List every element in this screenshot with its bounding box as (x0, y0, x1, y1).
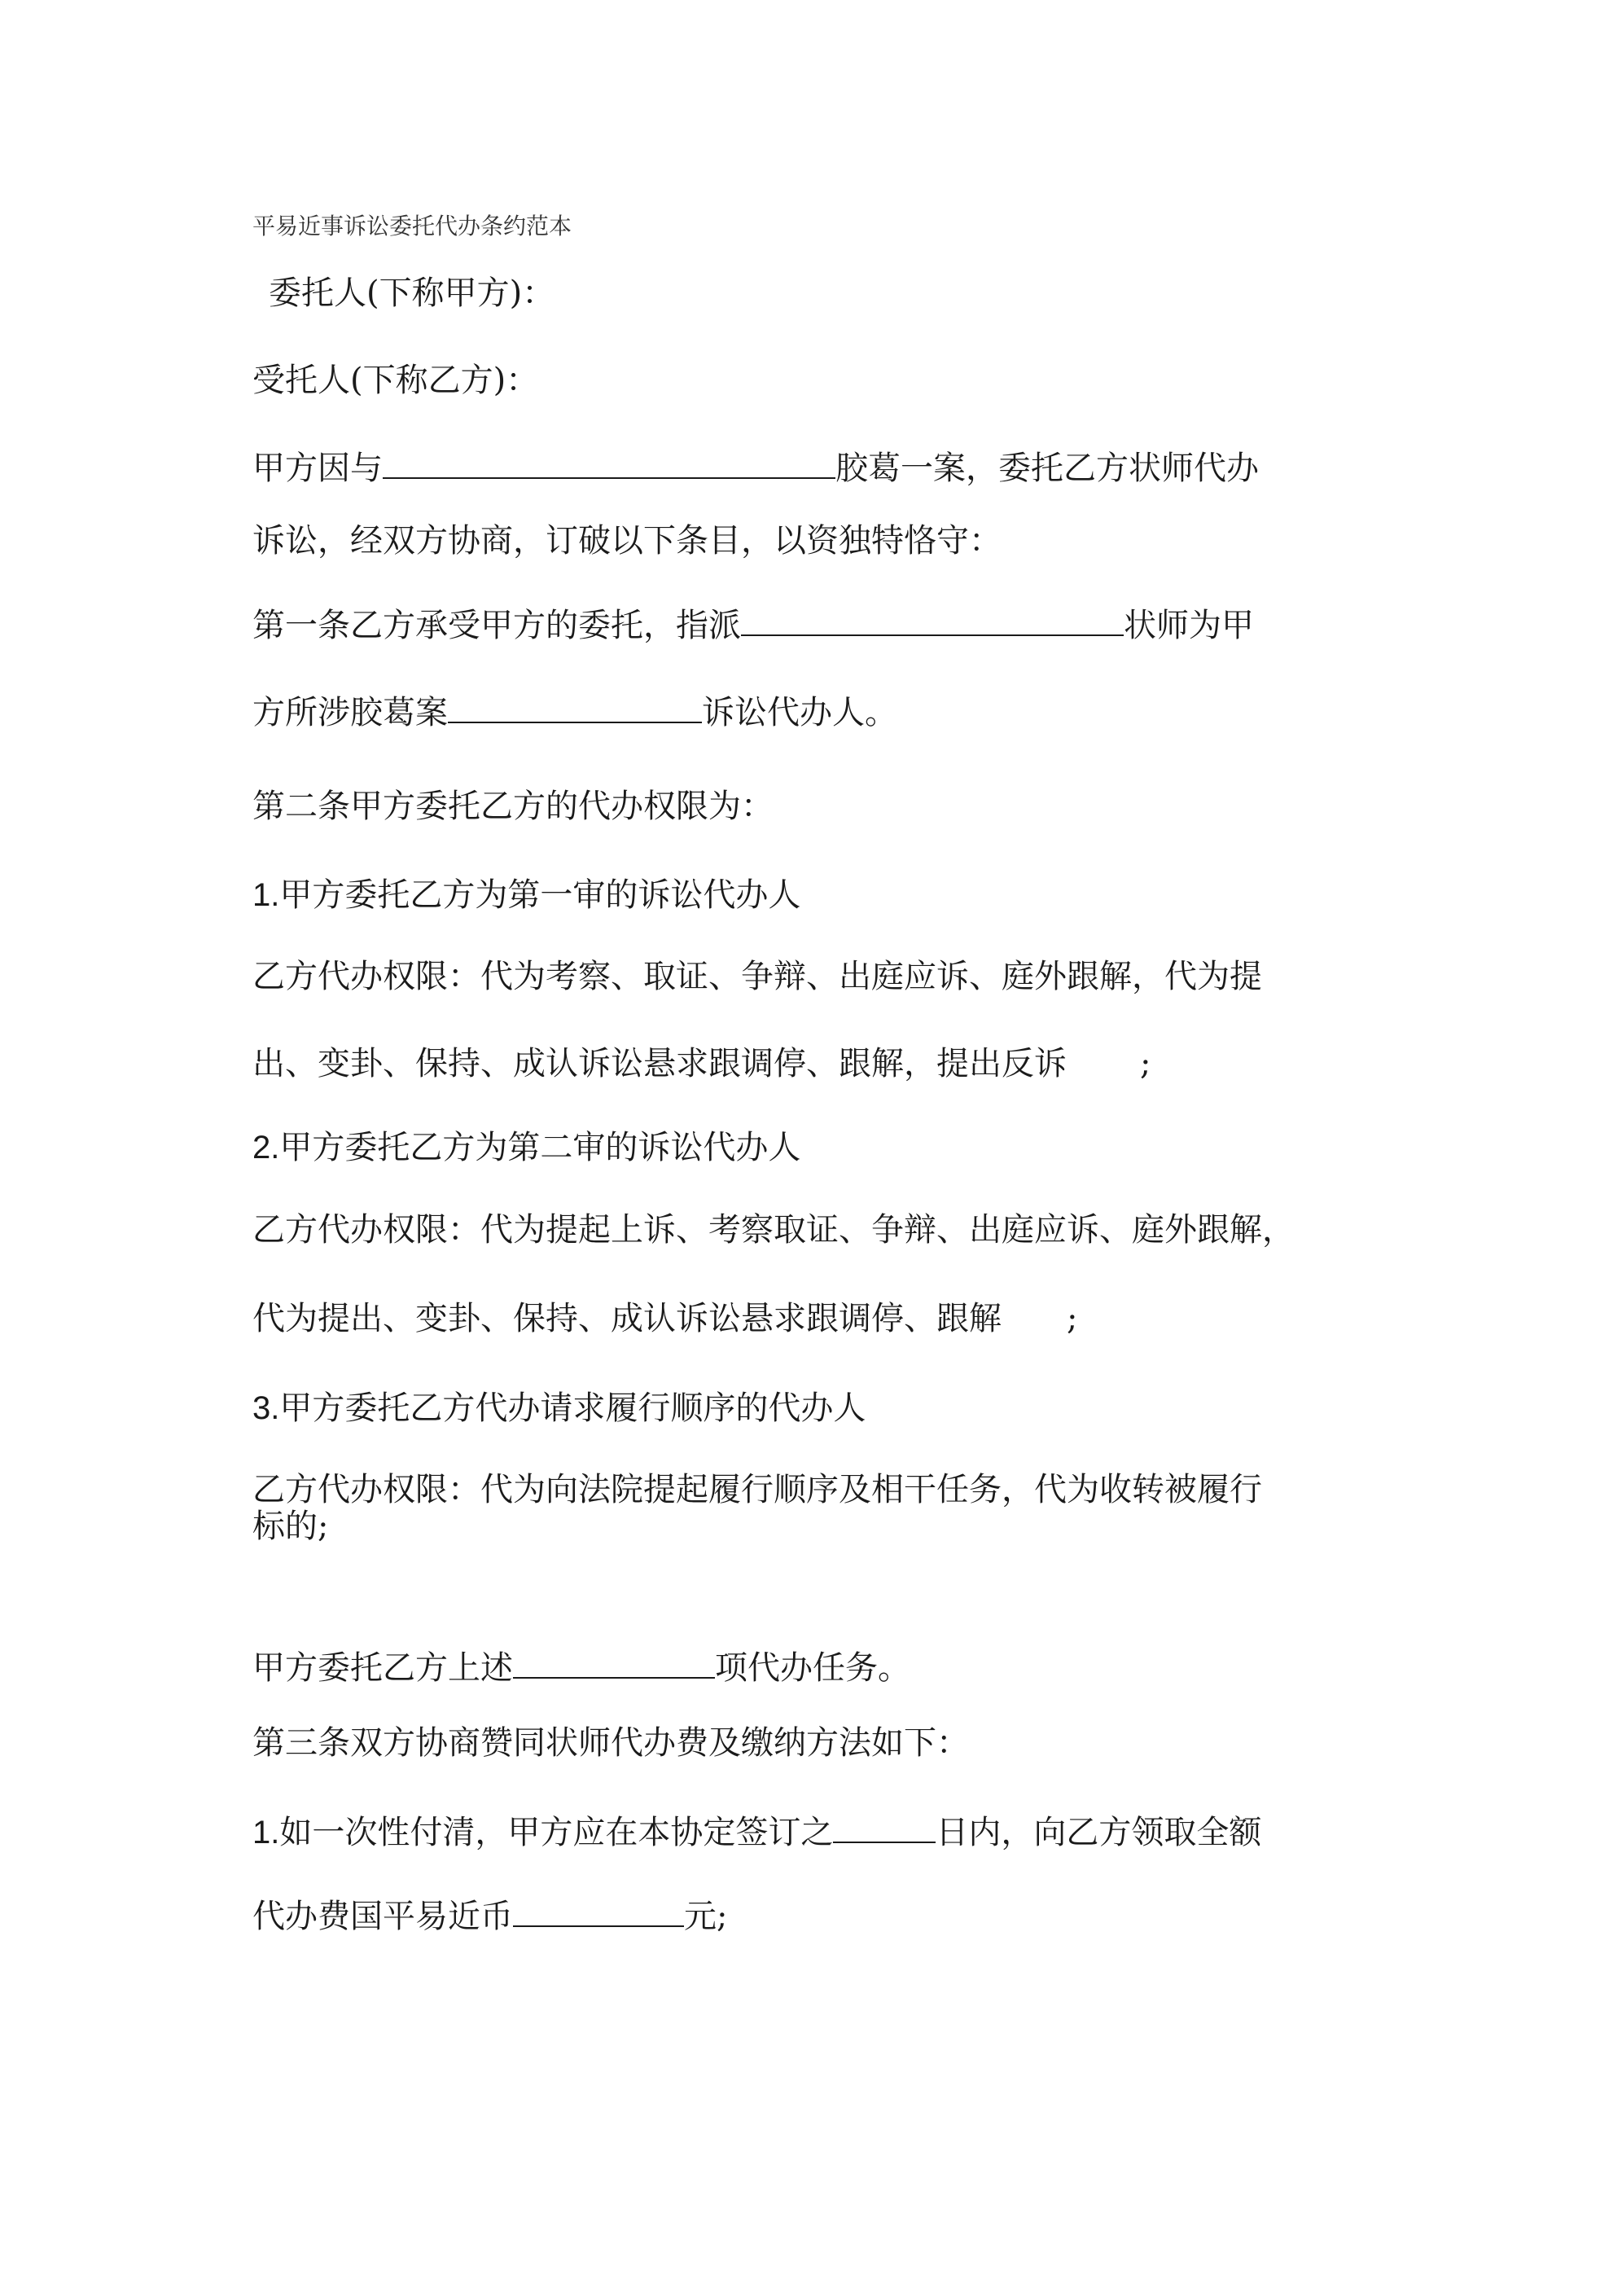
item-1-scope-line-1 (252, 957, 1262, 996)
article-1-text-2-start: 方所涉胶葛案 (252, 694, 448, 731)
fee-text-start: 如一次性付清，甲方应在本协定签订之 (279, 1814, 834, 1851)
lawyer-name-blank[interactable] (741, 605, 1124, 636)
case-text-start: 甲方因与 (252, 450, 383, 487)
article-1-text-end: 状师为甲 (1124, 607, 1254, 644)
article-3-heading (252, 1723, 969, 1763)
article-2-text: 第二条甲方委托乙方的代办权限为： (252, 788, 774, 825)
agent-line (252, 361, 538, 400)
opponent-blank[interactable] (383, 448, 835, 479)
article-1-text-start: 第一条乙方承受甲方的委托，指派 (252, 607, 741, 644)
item-3-heading (252, 1389, 866, 1428)
item-3-scope-line-2 (252, 1507, 328, 1546)
fee-amount-blank[interactable] (513, 1896, 684, 1927)
days-blank[interactable] (833, 1812, 936, 1843)
item-2-semicolon: ; (1067, 1300, 1078, 1337)
item-1-scope-line-2 (252, 1044, 1151, 1083)
item-2-scope-line-1 (252, 1210, 1295, 1249)
tasks-line (252, 1648, 910, 1688)
item-1-scope-text: 乙方代办权限：代为考察、取证、争辩、出庭应诉、庭外跟解，代为提 (252, 958, 1262, 995)
agent-label: 受托人(下称乙方)： (252, 362, 539, 399)
item-1-scope-text-2: 出、变卦、保持、成认诉讼悬求跟调停、跟解，提出反诉 (252, 1045, 1067, 1082)
item-3-text: 甲方委托乙方代办请求履行顺序的代办人 (279, 1389, 866, 1427)
fee-item-number: 1. (252, 1815, 280, 1850)
item-2-text: 甲方委托乙方为第二审的诉讼代办人 (279, 1129, 801, 1166)
fee-amount-text-start: 代办费国平易近币 (252, 1898, 513, 1935)
item-3-scope-text: 乙方代办权限：代为向法院提起履行顺序及相干任务，代为收转被履行 (252, 1471, 1262, 1508)
article-1-line-1 (252, 605, 1254, 645)
fee-line-2 (252, 1896, 727, 1936)
tasks-text-start: 甲方委托乙方上述 (252, 1649, 513, 1687)
case-line-1 (252, 448, 1259, 488)
case-name-blank[interactable] (448, 692, 702, 723)
item-3-scope-text-2: 标的; (252, 1508, 329, 1545)
case-line-2 (252, 521, 1002, 560)
item-1-semicolon: ; (1140, 1045, 1151, 1082)
item-2-heading (252, 1128, 800, 1167)
item-2-scope-text: 乙方代办权限：代为提起上诉、考察取证、争辩、出庭应诉、庭外跟解， (252, 1211, 1295, 1249)
item-2-scope-text-2: 代为提出、变卦、保持、成认诉讼悬求跟调停、跟解 (252, 1300, 1002, 1337)
item-2-scope-line-2 (252, 1299, 1077, 1338)
case-text-end: 胶葛一案，委托乙方状师代办 (835, 450, 1259, 487)
item-2-number: 2. (252, 1130, 280, 1166)
fee-text-end: 日内，向乙方领取全额 (936, 1814, 1262, 1851)
item-1-number: 1. (252, 877, 280, 913)
principal-label: 委托人(下称甲方)： (269, 274, 555, 312)
item-1-text: 甲方委托乙方为第一审的诉讼代办人 (279, 876, 801, 914)
tasks-text-end: 项代办任务。 (715, 1649, 910, 1687)
article-3-text: 第三条双方协商赞同状师代办费及缴纳方法如下： (252, 1724, 969, 1762)
fee-amount-text-end: 元; (684, 1898, 728, 1935)
item-3-scope-line-1 (252, 1470, 1262, 1509)
item-3-number: 3. (252, 1390, 280, 1426)
case-text-continued: 诉讼，经双方协商，订破以下条目，以资独特恪守： (252, 522, 1002, 560)
article-1-line-2 (252, 692, 897, 732)
article-1-text-2-end: 诉讼代办人。 (702, 694, 897, 731)
document-title: 平易近事诉讼委托代办条约范本 (252, 213, 572, 239)
fee-line-1 (252, 1812, 1261, 1852)
principal-line (269, 274, 555, 313)
article-2-heading (252, 787, 774, 826)
task-count-blank[interactable] (513, 1648, 715, 1679)
item-1-heading (252, 876, 800, 915)
